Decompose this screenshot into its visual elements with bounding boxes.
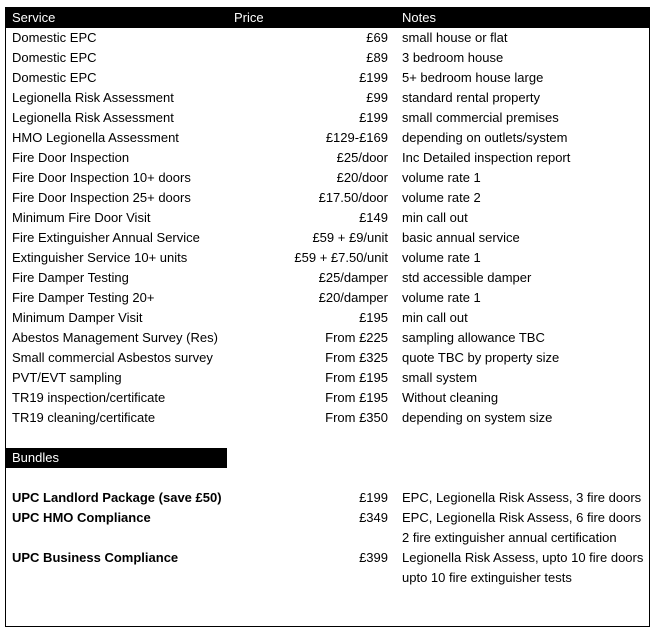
service-name: TR19 inspection/certificate: [12, 390, 166, 405]
service-notes: std accessible damper: [402, 270, 532, 285]
service-notes: depending on outlets/system: [402, 130, 568, 145]
service-notes: volume rate 1: [402, 250, 481, 265]
bundle-price: £399: [359, 550, 388, 565]
service-name: Minimum Damper Visit: [12, 310, 143, 325]
service-notes: min call out: [402, 210, 468, 225]
bundle-notes: 2 fire extinguisher annual certification: [402, 530, 617, 545]
service-price: £195: [359, 310, 388, 325]
table-row: [6, 228, 649, 248]
service-name: Domestic EPC: [12, 30, 97, 45]
service-price: £59 + £9/unit: [312, 230, 388, 245]
bundle-row: [6, 488, 649, 508]
service-notes: 5+ bedroom house large: [402, 70, 544, 85]
service-name: HMO Legionella Assessment: [12, 130, 179, 145]
bundles-label: Bundles: [12, 450, 59, 465]
service-name: Fire Extinguisher Annual Service: [12, 230, 200, 245]
bundle-price: £349: [359, 510, 388, 525]
header-service: Service: [12, 10, 56, 25]
service-price: £129-£169: [325, 130, 388, 145]
service-name: Fire Door Inspection 25+ doors: [12, 190, 191, 205]
service-price: £199: [359, 110, 388, 125]
service-name: Small commercial Asbestos survey: [12, 350, 213, 365]
table-row: [6, 48, 649, 68]
service-name: Fire Damper Testing 20+: [12, 290, 155, 305]
service-price: £89: [366, 50, 388, 65]
table-row: [6, 28, 649, 48]
table-row: [6, 88, 649, 108]
service-price: From £325: [325, 350, 388, 365]
price-list-table: [5, 7, 650, 627]
service-price: £20/damper: [318, 290, 388, 305]
table-row: [6, 408, 649, 428]
service-notes: standard rental property: [402, 90, 541, 105]
service-notes: small commercial premises: [402, 110, 559, 125]
bundles-heading: [6, 448, 227, 468]
table-row: [6, 308, 649, 328]
service-price: £59 + £7.50/unit: [294, 250, 388, 265]
service-price: £25/damper: [318, 270, 388, 285]
bundle-price: £199: [359, 490, 388, 505]
service-name: TR19 cleaning/certificate: [12, 410, 156, 425]
table-header: [6, 8, 649, 28]
table-row: [6, 108, 649, 128]
bundle-row: [6, 548, 649, 568]
service-notes: basic annual service: [402, 230, 520, 245]
service-name: Minimum Fire Door Visit: [12, 210, 151, 225]
service-name: Fire Damper Testing: [12, 270, 129, 285]
service-price: £17.50/door: [318, 190, 388, 205]
service-notes: small house or flat: [402, 30, 508, 45]
table-row: [6, 368, 649, 388]
bundle-row-continuation: [6, 568, 649, 588]
service-price: From £195: [325, 370, 388, 385]
table-row: [6, 288, 649, 308]
service-price: From £195: [325, 390, 388, 405]
service-name: Legionella Risk Assessment: [12, 90, 174, 105]
table-row: [6, 188, 649, 208]
table-row: [6, 68, 649, 88]
bundle-name: UPC HMO Compliance: [12, 510, 151, 525]
service-price: From £225: [325, 330, 388, 345]
bundle-notes: EPC, Legionella Risk Assess, 3 fire doors: [402, 490, 642, 505]
service-notes: Inc Detailed inspection report: [402, 150, 571, 165]
table-row: [6, 388, 649, 408]
service-notes: 3 bedroom house: [402, 50, 504, 65]
service-notes: volume rate 1: [402, 290, 481, 305]
bundle-row-continuation: [6, 528, 649, 548]
service-price: £199: [359, 70, 388, 85]
service-price: £69: [366, 30, 388, 45]
service-notes: depending on system size: [402, 410, 553, 425]
service-notes: volume rate 2: [402, 190, 481, 205]
bundle-notes: upto 10 fire extinguisher tests: [402, 570, 572, 585]
service-notes: min call out: [402, 310, 468, 325]
bundle-row: [6, 508, 649, 528]
service-name: Domestic EPC: [12, 50, 97, 65]
table-row: [6, 148, 649, 168]
service-notes: small system: [402, 370, 478, 385]
service-name: Legionella Risk Assessment: [12, 110, 174, 125]
service-notes: sampling allowance TBC: [402, 330, 545, 345]
service-notes: quote TBC by property size: [402, 350, 560, 365]
service-name: Extinguisher Service 10+ units: [12, 250, 188, 265]
bundle-notes: EPC, Legionella Risk Assess, 6 fire doors: [402, 510, 642, 525]
service-name: PVT/EVT sampling: [12, 370, 122, 385]
table-row: [6, 208, 649, 228]
table-row: [6, 348, 649, 368]
service-price: £149: [359, 210, 388, 225]
service-price: £20/door: [336, 170, 388, 185]
table-row: [6, 328, 649, 348]
service-name: Fire Door Inspection: [12, 150, 130, 165]
service-name: Domestic EPC: [12, 70, 97, 85]
service-name: Fire Door Inspection 10+ doors: [12, 170, 191, 185]
bundle-name: UPC Landlord Package (save £50): [12, 490, 222, 505]
header-notes: Notes: [402, 10, 436, 25]
bundle-name: UPC Business Compliance: [12, 550, 179, 565]
header-price: Price: [234, 10, 264, 25]
service-notes: volume rate 1: [402, 170, 481, 185]
service-price: From £350: [325, 410, 388, 425]
service-price: £99: [366, 90, 388, 105]
service-notes: Without cleaning: [402, 390, 499, 405]
table-row: [6, 168, 649, 188]
bundle-notes: Legionella Risk Assess, upto 10 fire doors: [402, 550, 644, 565]
service-name: Abestos Management Survey (Res): [12, 330, 218, 345]
service-price: £25/door: [336, 150, 388, 165]
table-row: [6, 268, 649, 288]
table-row: [6, 128, 649, 148]
table-row: [6, 248, 649, 268]
